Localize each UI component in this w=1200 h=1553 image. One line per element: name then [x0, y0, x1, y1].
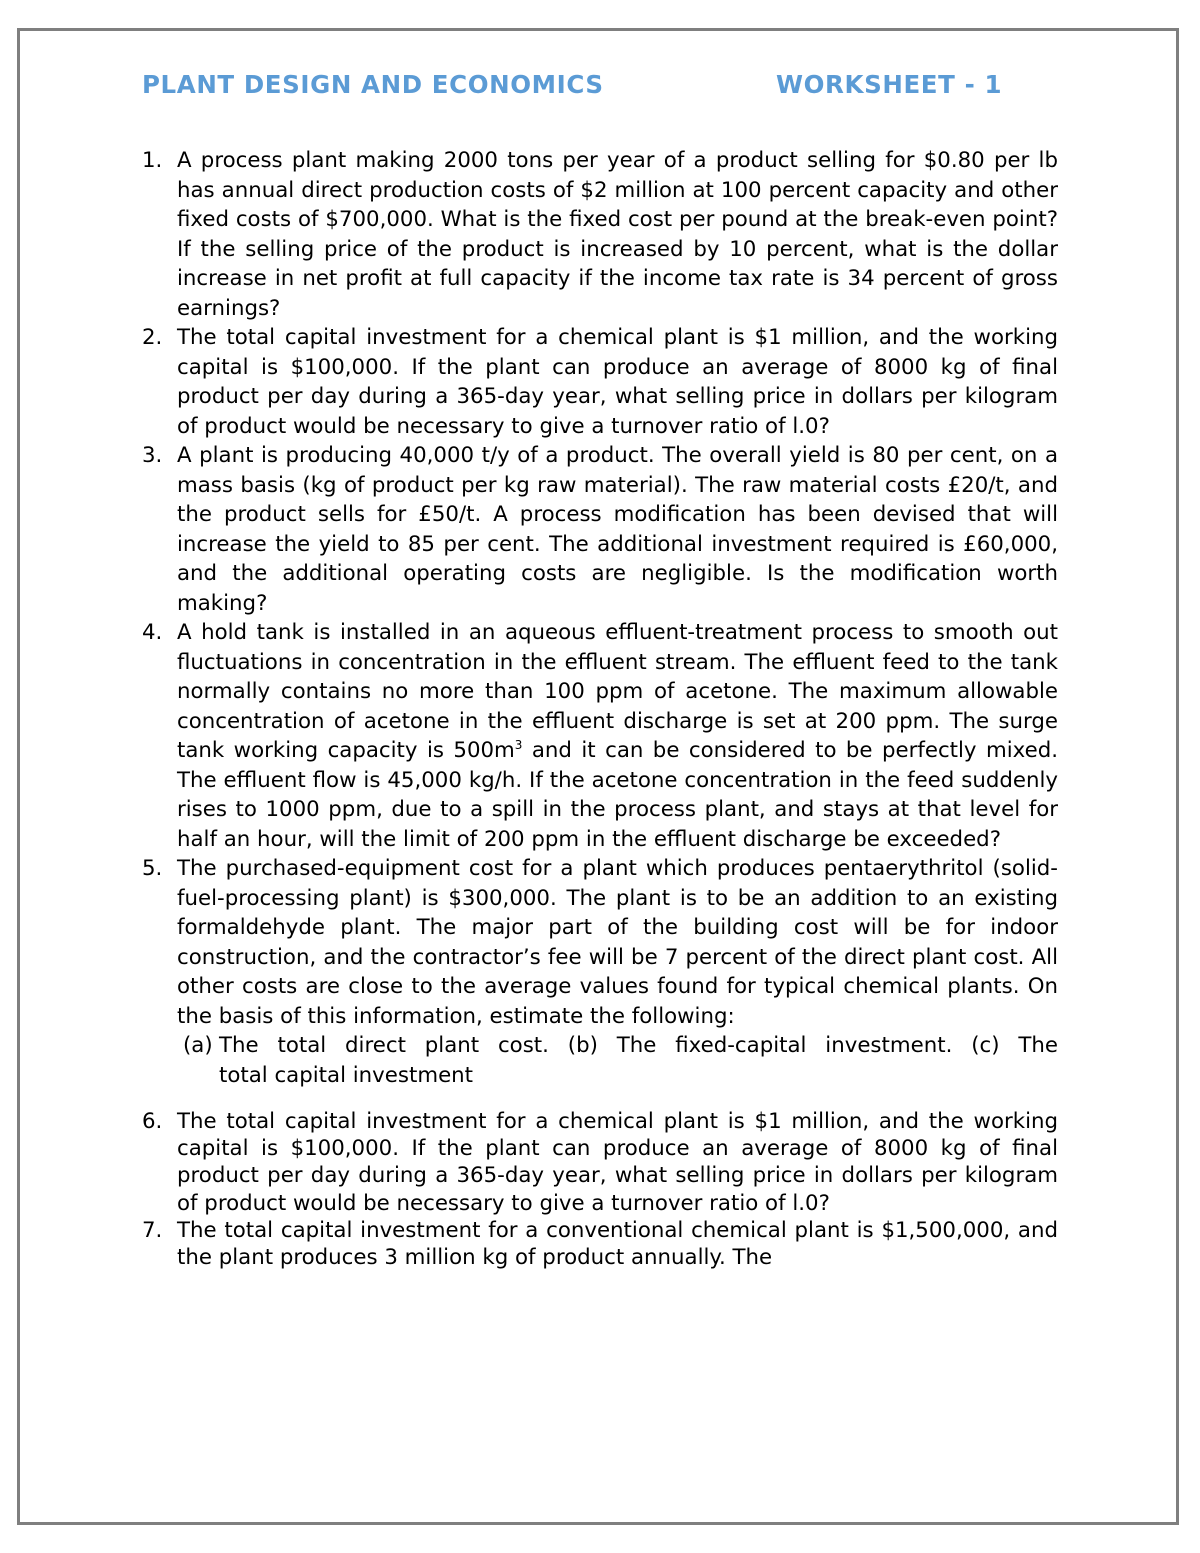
sub-question-line: The total direct plant cost. (b) The fixed-capital investment. (c) The: [219, 1033, 1058, 1058]
question-number: 5.: [142, 856, 163, 881]
question-3: [0, 441, 1200, 618]
superscript: 3: [514, 737, 523, 752]
question-number: 3.: [142, 443, 163, 468]
question-number: 2.: [142, 325, 163, 350]
course-title: PLANT DESIGN AND ECONOMICS: [142, 70, 604, 99]
worksheet-header: [142, 70, 1042, 104]
question-1: [0, 146, 1200, 323]
sub-question-line: total capital investment: [219, 1062, 474, 1088]
question-text: The total capital investment for a chemical plant is $1 million, and the working capital is $100,000. If the plant can produce an average of 8000 kg of final product per day during a 365-day year, what selling price in dollars per kilogram of product would be necessary to give a turnover ratio of l.0?: [177, 325, 1058, 439]
question-number: 7.: [142, 1217, 163, 1243]
sub-question-list: [177, 1031, 1058, 1090]
question-text: The purchased-equipment cost for a plant which produces pentaerythritol (solid- fuel-processing plant) is $300,000. The plant is to be an addition to an existing formaldehyde plant. The major part of the building cost will be for indoor construction, and the contractor’s fee will be 7 percent of the direct plant cost. All other costs are close to the average values found for typical chemical plants. On the basis of this information, estimate the following:: [177, 856, 1058, 1029]
question-text: A process plant making 2000 tons per year of a product selling for $0.80 per lb has annual direct production costs of $2 million at 100 percent capacity and other fixed costs of $700,000. What is the fixed cost per pound at the break-even point? If the selling price of the product is increased by 10 percent, what is the dollar increase in net profit at full capacity if the income tax rate is 34 percent of gross earnings?: [177, 148, 1058, 321]
question-text-part: A hold tank is installed in an aqueous effluent-treatment process to smooth out fluctuations in concentration in the effluent stream. The effluent feed to the tank normally contains no more than 100 ppm of acetone. The maximum allowable concentration of acetone in the effluent discharge is set at 200 ppm. The surge tank working capacity is 500m: [177, 620, 1058, 763]
question-number: 4.: [142, 620, 163, 645]
question-text-part: and it can be considered to be perfectly mixed. The effluent flow is 45,000 kg/h. If the acetone concentration in the feed suddenly rises to 1000 ppm, due to a spill in the process plant, and stays at that level for half an hour, will the limit of 200 ppm in the effluent discharge be exceeded?: [177, 738, 1058, 852]
question-6: [0, 1108, 1200, 1217]
question-4: [0, 618, 1200, 854]
spacer: [0, 1090, 1200, 1108]
question-list: [0, 146, 1200, 1271]
sub-question-letter: (a): [183, 1033, 213, 1058]
question-7: [0, 1217, 1200, 1271]
question-number: 1.: [142, 148, 163, 173]
worksheet-label: WORKSHEET - 1: [776, 70, 1003, 99]
question-2: [0, 323, 1200, 441]
question-text: [177, 618, 1058, 854]
question-number: 6.: [142, 1109, 163, 1134]
question-5: [0, 854, 1200, 1090]
question-text: The total capital investment for a chemical plant is $1 million, and the working capital is $100,000. If the plant can produce an average of 8000 kg of final product per day during a 365-day year, what selling price in dollars per kilogram of product would be necessary to give a turnover ratio of l.0?: [177, 1109, 1058, 1216]
question-text: A plant is producing 40,000 t/y of a product. The overall yield is 80 per cent, on a mass basis (kg of product per kg raw material). The raw material costs £20/t, and the product sells for £50/t. A process modification has been devised that will increase the yield to 85 per cent. The additional investment required is £60,000, and the additional operating costs are negligible. Is the modification worth making?: [177, 443, 1058, 616]
question-text: The total capital investment for a conventional chemical plant is $1,500,000, and the plant produces 3 million kg of product annually. The: [177, 1217, 1058, 1271]
